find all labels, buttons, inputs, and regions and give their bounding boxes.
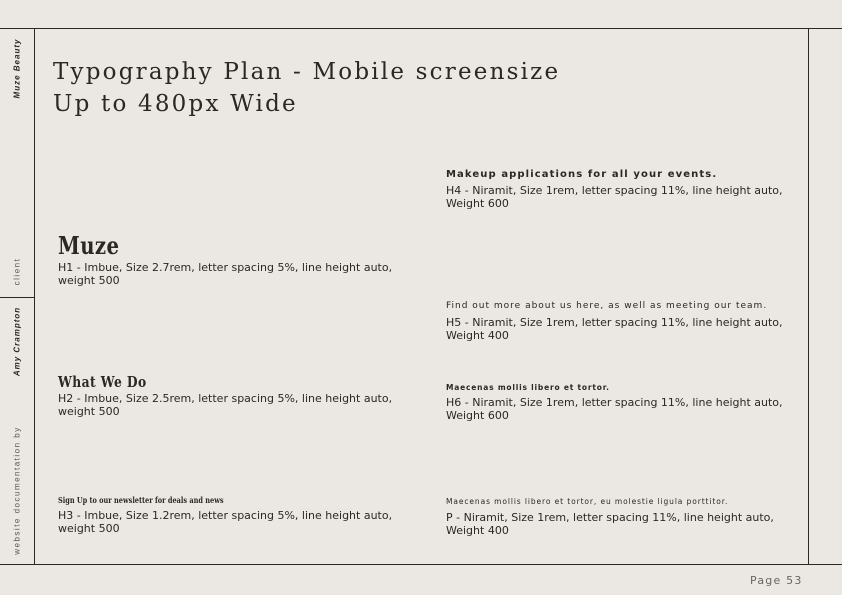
h2-spec	[58, 373, 398, 418]
h1-sample: Muze	[58, 231, 120, 260]
h6-description: H6 - Niramit, Size 1rem, letter spacing 11%, line height auto, Weight 600	[446, 396, 783, 422]
frame-bottom-line	[0, 564, 842, 565]
author-name: Amy Crampton	[12, 306, 22, 377]
h2-description: H2 - Imbue, Size 2.5rem, letter spacing 5%, line height auto, weight 500	[58, 392, 393, 418]
client-name: Muze Beauty	[12, 38, 22, 99]
client-label: client	[12, 257, 22, 286]
h3-description: H3 - Imbue, Size 1.2rem, letter spacing 5%, line height auto, weight 500	[58, 509, 393, 535]
h1-spec	[58, 232, 398, 287]
frame-top-line	[0, 28, 842, 29]
p-spec	[446, 497, 786, 537]
page-title-line-1: Typography Plan - Mobile screensize	[53, 59, 561, 85]
p-sample: Maecenas mollis libero et tortor, eu molestie ligula porttitor.	[446, 497, 729, 506]
h4-description: H4 - Niramit, Size 1rem, letter spacing 11%, line height auto, Weight 600	[446, 184, 783, 210]
page-title	[53, 56, 560, 120]
h3-spec	[58, 495, 398, 535]
h2-sample: What We Do	[58, 373, 147, 391]
h1-description: H1 - Imbue, Size 2.7rem, letter spacing 5%, line height auto, weight 500	[58, 261, 393, 287]
h5-description: H5 - Niramit, Size 1rem, letter spacing 11%, line height auto, Weight 400	[446, 316, 783, 342]
h5-spec	[446, 301, 786, 342]
frame-right-line	[808, 28, 809, 565]
h3-sample: Sign Up to our newsletter for deals and news	[58, 495, 224, 505]
page-number: Page 53	[750, 574, 803, 587]
p-description: P - Niramit, Size 1rem, letter spacing 11%, line height auto, Weight 400	[446, 511, 774, 537]
h6-sample: Maecenas mollis libero et tortor.	[446, 383, 610, 392]
author-label: website documentation by	[12, 426, 22, 555]
page-title-line-2: Up to 480px Wide	[53, 91, 298, 117]
h5-sample: Find out more about us here, as well as meeting our team.	[446, 301, 768, 311]
h4-sample: Makeup applications for all your events.	[446, 169, 718, 180]
h6-spec	[446, 383, 786, 422]
h4-spec	[446, 169, 786, 210]
